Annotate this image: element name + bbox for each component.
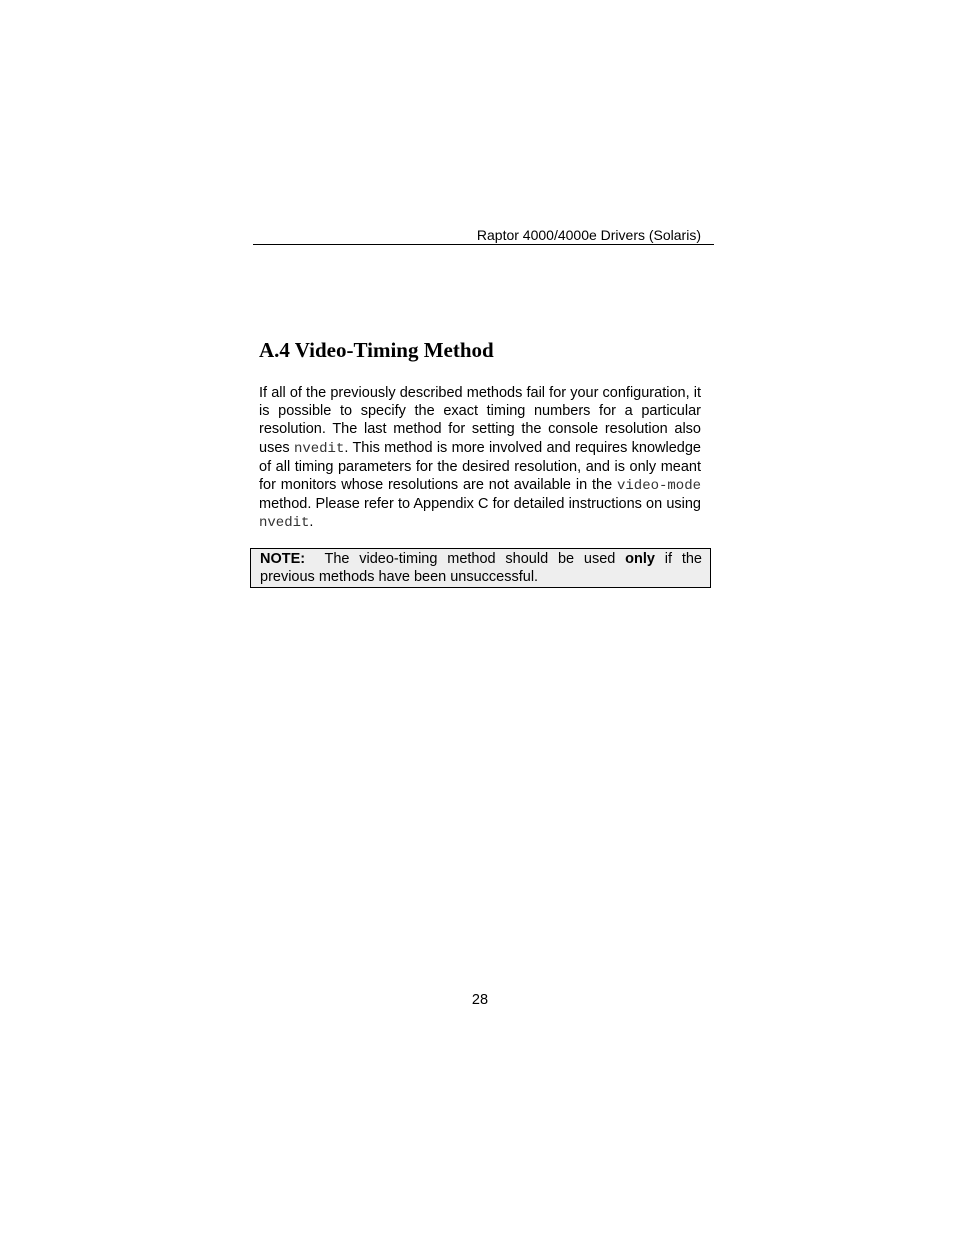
code-nvedit: nvedit xyxy=(293,440,345,457)
running-header: Raptor 4000/4000e Drivers (Solaris) xyxy=(476,227,701,243)
header-rule xyxy=(253,244,714,245)
section-title: A.4 Video-Timing Method xyxy=(259,338,494,362)
body-text: . This method is more involved and requires knowledge of all timing parameters for the desired resolution, and is only meant for monitors whose resolutions are not available in the xyxy=(259,439,701,494)
body-text: If all of the previously described methods fail for your configuration, it is possible to specify the exact timing numbers for a particular resolution. The last method for setting the console resolution also uses xyxy=(259,385,701,456)
body-paragraph xyxy=(259,384,701,533)
note-emphasis: only xyxy=(625,551,655,567)
note-box xyxy=(250,548,711,588)
code-video-mode: video-mode xyxy=(616,478,701,495)
body-text: method. Please refer to Appendix C for detailed instructions on using xyxy=(259,496,701,513)
note-text: if the previous methods have been unsuccessful. xyxy=(260,551,702,586)
page-number: 28 xyxy=(471,992,489,1008)
body-text: . xyxy=(309,514,314,531)
note-label: NOTE: xyxy=(260,551,306,567)
note-text: The video-timing method should be used xyxy=(305,551,626,567)
code-nvedit: nvedit xyxy=(259,515,310,532)
